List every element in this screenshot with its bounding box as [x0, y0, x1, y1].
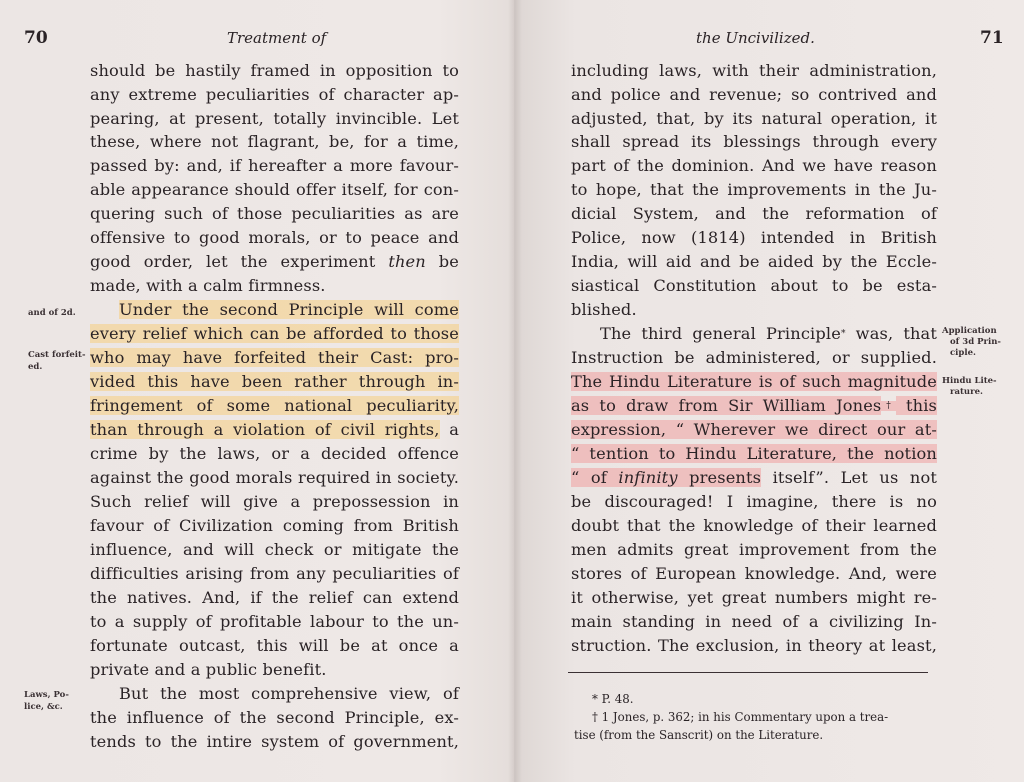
highlighted-text: as to draw from Sir William Jones: [571, 396, 882, 415]
text-line: quering such of those peculiarities as are: [90, 204, 459, 223]
text-line: should be hastily framed in opposition to: [90, 61, 459, 80]
text-line: [90, 322, 459, 345]
text-line: made, with a calm firmness.: [90, 276, 326, 295]
italic-word: infinity: [618, 468, 678, 487]
text-line: including laws, with their administration,: [571, 61, 937, 80]
text-line: to a supply of profitable labour to the un-: [90, 612, 459, 631]
margin-note: rature.: [950, 387, 983, 397]
text-fragment: good order, let the experiment: [90, 252, 389, 271]
text-line: siastical Constitution about to be esta-: [571, 276, 937, 295]
highlighted-text: every relief which can be afforded to those: [90, 324, 459, 343]
text-line: India, will aid and be aided by the Eccle-: [571, 252, 937, 271]
text-line: offensive to good morals, or to peace and: [90, 228, 459, 247]
margin-note: ed.: [28, 362, 43, 372]
footnote-marker: *: [840, 329, 846, 339]
text-line: stores of European knowledge. And, were: [571, 564, 937, 583]
text-line: passed by: and, if hereafter a more favour-: [90, 156, 459, 175]
text-line: But the most comprehensive view, of: [119, 684, 459, 703]
text-line: crime by the laws, or a decided offence: [90, 444, 459, 463]
text-line: [90, 346, 459, 369]
text-line: [90, 394, 459, 417]
margin-note: Cast forfeit-: [28, 350, 86, 360]
text-fragment: The third general Principle: [600, 324, 841, 343]
text-line: struction. The exclusion, in theory at least,: [571, 636, 937, 655]
left-page-number: 70: [24, 28, 48, 48]
highlighted-text: “ tention to Hindu Literature, the notion: [571, 444, 937, 463]
text-line: [571, 466, 937, 489]
text-line: [571, 394, 937, 417]
margin-note: Laws, Po-: [24, 690, 69, 700]
text-line: pearing, at present, totally invincible. Let: [90, 109, 459, 128]
text-line: dicial System, and the reformation of: [571, 204, 937, 223]
margin-note: Application: [942, 326, 997, 336]
footnote: * P. 48.: [592, 692, 634, 706]
text-line: any extreme peculiarities of character ap-: [90, 85, 459, 104]
margin-note: ciple.: [950, 348, 976, 358]
text-line: shall spread its blessings through every: [571, 132, 937, 151]
text-line: [571, 418, 937, 441]
text-line: fortunate outcast, this will be at once a: [90, 636, 459, 655]
text-line: Such relief will give a prepossession in: [90, 492, 459, 511]
text-line: the influence of the second Principle, ex-: [90, 708, 459, 727]
text-line: able appearance should offer itself, for con-: [90, 180, 459, 199]
italic-word: then: [388, 252, 426, 271]
text-fragment: was, that: [845, 324, 938, 343]
text-line: [571, 442, 937, 465]
highlighted-text: this: [895, 396, 938, 415]
text-line: main standing in need of a civilizing In-: [571, 612, 937, 631]
footnote: † 1 Jones, p. 362; in his Commentary upon a trea-: [592, 710, 889, 724]
text-fragment: itself”. Let us not: [761, 468, 937, 487]
text-line: it otherwise, yet great numbers might re-: [571, 588, 937, 607]
text-line: difficulties arising from any peculiarities of: [90, 564, 459, 583]
highlighted-text: Under the second Principle will come: [119, 300, 459, 319]
text-line: [90, 418, 459, 441]
highlighted-text: than through a violation of civil rights,: [90, 420, 440, 439]
text-line: [90, 250, 459, 273]
highlighted-text: expression, “ Wherever we direct our at-: [571, 420, 937, 439]
text-line: and police and revenue; so contrived and: [571, 85, 937, 104]
text-line: doubt that the knowledge of their learned: [571, 516, 937, 535]
text-line: Instruction be administered, or supplied.: [571, 348, 937, 367]
text-line: these, where not flagrant, be, for a time,: [90, 132, 459, 151]
text-line: [571, 370, 937, 393]
text-line: tends to the intire system of government,: [90, 732, 459, 751]
text-line: favour of Civilization coming from British: [90, 516, 459, 535]
highlighted-text: The Hindu Literature is of such magnitude: [571, 372, 937, 391]
margin-note: lice, &c.: [24, 702, 63, 712]
text-line: men admits great improvement from the: [571, 540, 937, 559]
text-line: private and a public benefit.: [90, 660, 327, 679]
highlighted-text: vided this have been rather through in-: [90, 372, 459, 391]
text-fragment: be: [425, 252, 459, 271]
text-line: the natives. And, if the relief can extend: [90, 588, 459, 607]
text-line: [90, 370, 459, 393]
text-line: against the good morals required in society.: [90, 468, 459, 487]
margin-note: of 3d Prin-: [950, 337, 1001, 347]
text-line: Police, now (1814) intended in British: [571, 228, 937, 247]
right-running-head: the Uncivilized.: [696, 29, 815, 47]
highlighted-text: presents: [677, 468, 762, 487]
highlighted-text: fringement of some national peculiarity,: [90, 396, 459, 415]
footnote-rule: [568, 672, 928, 673]
highlighted-text: who may have forfeited their Cast: pro-: [90, 348, 459, 367]
footnote: tise (from the Sanscrit) on the Literature.: [574, 728, 824, 742]
text-fragment: a: [439, 420, 459, 439]
text-line: influence, and will check or mitigate the: [90, 540, 459, 559]
text-line: [90, 298, 459, 321]
text-line: part of the dominion. And we have reason: [571, 156, 937, 175]
text-line: [571, 322, 937, 345]
text-line: blished.: [571, 300, 637, 319]
highlighted-text: “ of: [571, 468, 619, 487]
footnote-marker: †: [881, 401, 896, 411]
book-gutter: [508, 0, 522, 782]
left-running-head: Treatment of: [227, 29, 327, 47]
margin-note: and of 2d.: [28, 308, 76, 318]
margin-note: Hindu Lite-: [942, 376, 997, 386]
text-line: adjusted, that, by its natural operation, it: [571, 109, 937, 128]
right-page-number: 71: [980, 28, 1004, 48]
text-line: to hope, that the improvements in the Ju-: [571, 180, 937, 199]
text-line: be discouraged! I imagine, there is no: [571, 492, 937, 511]
